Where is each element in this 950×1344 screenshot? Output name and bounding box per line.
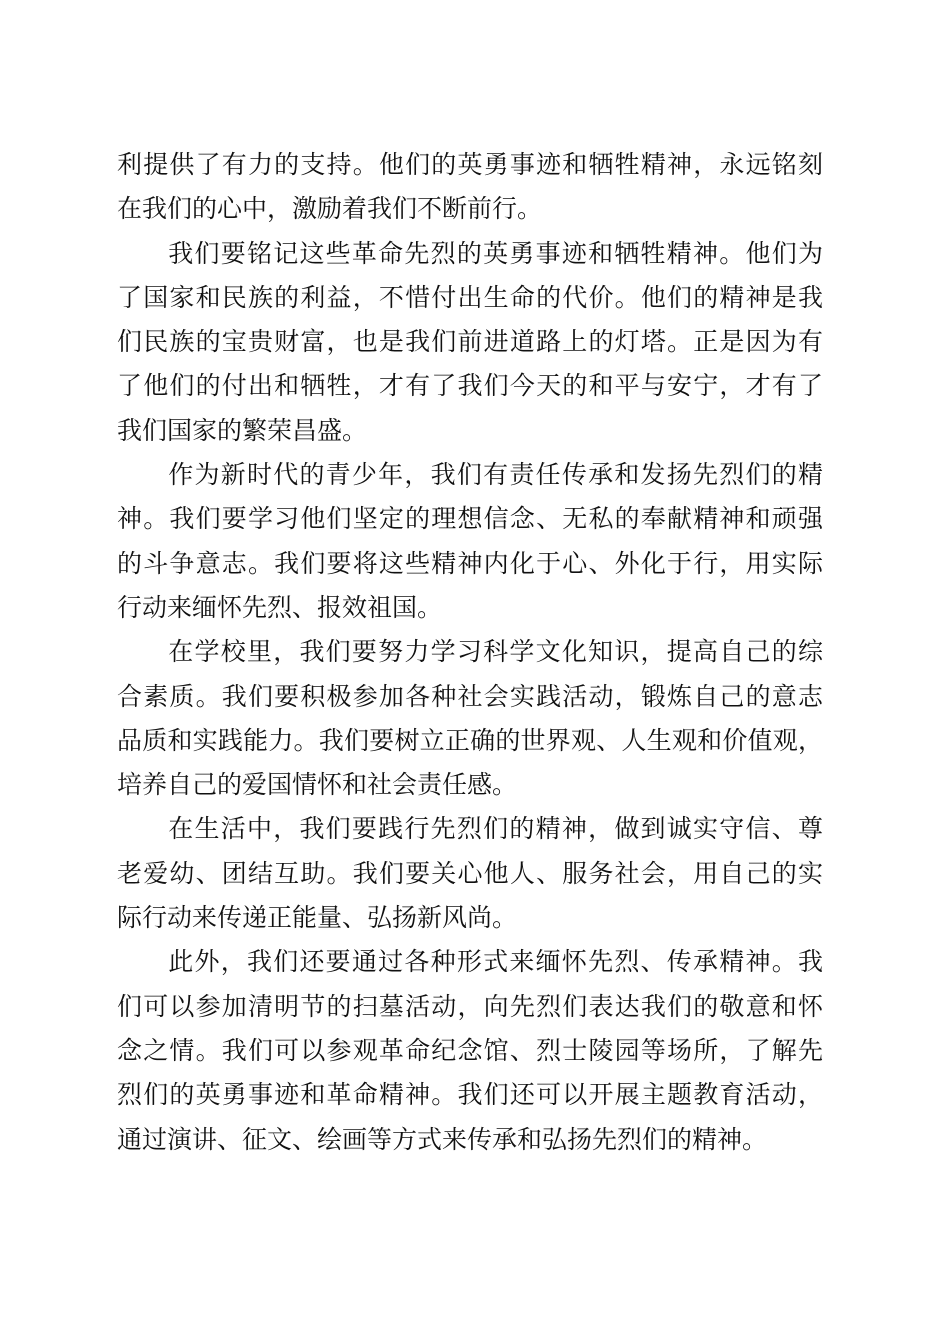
text-line: 在生活中，我们要践行先烈们的精神，做到诚实守信、尊	[168, 814, 823, 844]
text-line: 行动来缅怀先烈、报效祖国。	[117, 592, 443, 622]
text-line: 念之情。我们可以参观革命纪念馆、烈士陵园等场所，了解先	[117, 1035, 823, 1065]
text-line: 的斗争意志。我们要将这些精神内化于心、外化于行，用实际	[117, 548, 823, 578]
text-line: 合素质。我们要积极参加各种社会实践活动，锻炼自己的意志	[117, 681, 823, 711]
text-line: 在我们的心中，激励着我们不断前行。	[117, 194, 543, 224]
text-line: 了国家和民族的利益，不惜付出生命的代价。他们的精神是我	[117, 282, 823, 312]
text-line: 此外，我们还要通过各种形式来缅怀先烈、传承精神。我	[168, 947, 823, 977]
text-line: 我们要铭记这些革命先烈的英勇事迹和牺牲精神。他们为	[168, 238, 823, 268]
text-line: 通过演讲、征文、绘画等方式来传承和弘扬先烈们的精神。	[117, 1124, 768, 1154]
text-line: 烈们的英勇事迹和革命精神。我们还可以开展主题教育活动，	[117, 1080, 823, 1110]
text-line: 了他们的付出和牺牲，才有了我们今天的和平与安宁，才有了	[117, 371, 823, 401]
text-line: 神。我们要学习他们坚定的理想信念、无私的奉献精神和顽强	[117, 504, 823, 534]
text-line: 际行动来传递正能量、弘扬新风尚。	[117, 903, 518, 933]
document-text-body	[117, 143, 823, 1162]
text-line: 们可以参加清明节的扫墓活动，向先烈们表达我们的敬意和怀	[117, 991, 823, 1021]
text-line: 我们国家的繁荣昌盛。	[117, 415, 368, 445]
text-line: 培养自己的爱国情怀和社会责任感。	[117, 770, 518, 800]
text-line: 们民族的宝贵财富，也是我们前进道路上的灯塔。正是因为有	[117, 327, 823, 357]
text-line: 在学校里，我们要努力学习科学文化知识，提高自己的综	[168, 637, 823, 667]
text-line: 利提供了有力的支持。他们的英勇事迹和牺牲精神，永远铭刻	[117, 150, 823, 179]
text-line: 老爱幼、团结互助。我们要关心他人、服务社会，用自己的实	[117, 858, 823, 888]
text-line: 品质和实践能力。我们要树立正确的世界观、人生观和价值观，	[117, 725, 823, 755]
text-line: 作为新时代的青少年，我们有责任传承和发扬先烈们的精	[168, 460, 823, 490]
